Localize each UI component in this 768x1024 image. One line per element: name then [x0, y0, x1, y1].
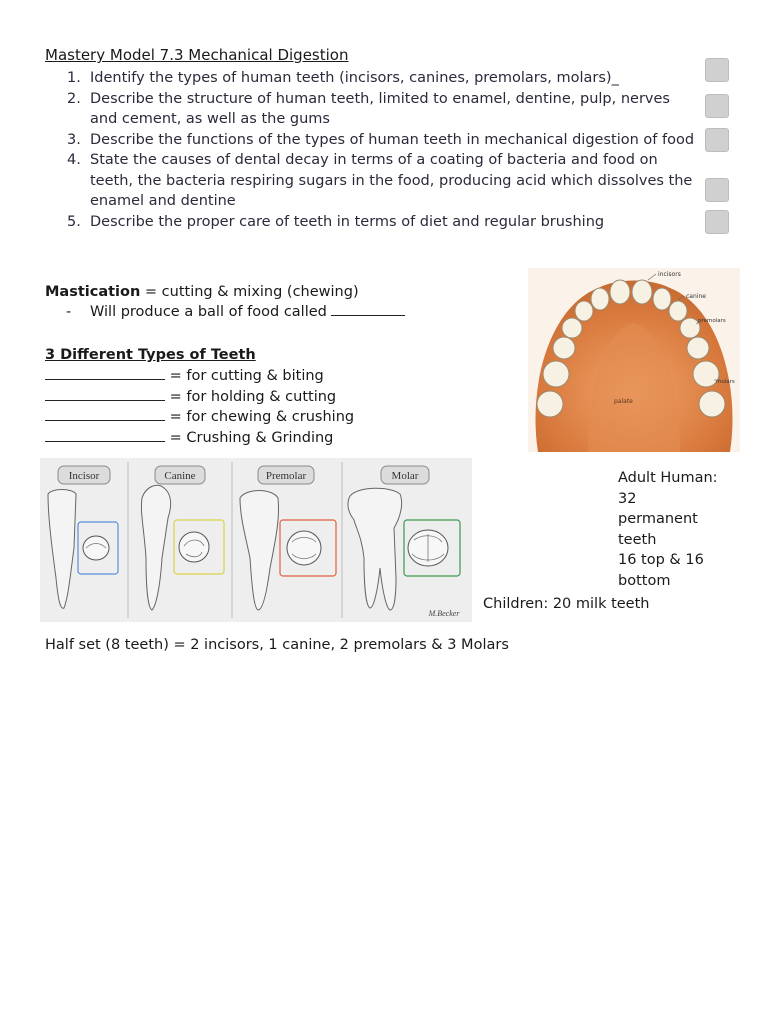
objective-item: 3. Describe the functions of the types of human teeth in mechanical digestion of food	[67, 131, 695, 148]
type-line: = Crushing & Grinding	[45, 428, 333, 449]
adult-teeth-note: Adult Human: 32 permanent teeth 16 top & 16 bottom	[618, 470, 718, 589]
objective-text: Describe the proper care of teeth in terms of diet and regular brushing	[90, 213, 605, 230]
fill-in-blank[interactable]	[45, 366, 165, 380]
tooth-types-panel	[40, 458, 472, 622]
objective-checkbox-1[interactable]	[705, 58, 729, 82]
jaw-label-palate: palate	[614, 398, 633, 405]
illustrator-signature: M.Becker	[428, 609, 460, 618]
half-set-note: Half set (8 teeth) = 2 incisors, 1 canine, 2 premolars & 3 Molars	[45, 637, 509, 653]
objective-text: Describe the functions of the types of human teeth in mechanical digestion of food	[90, 131, 695, 148]
tooth-types-illustration	[40, 458, 472, 622]
label-incisor: Incisor	[68, 470, 100, 482]
objective-checkbox-4[interactable]	[705, 178, 729, 202]
mastication-definition: = cutting & mixing (chewing)	[140, 284, 359, 300]
objective-checkbox-5[interactable]	[705, 210, 729, 234]
jaw-label-incisors: incisors	[658, 271, 681, 278]
objective-checkbox-3[interactable]	[705, 128, 729, 152]
upper-jaw-illustration	[528, 268, 740, 452]
label-premolar: Premolar	[265, 470, 307, 482]
objective-checkbox-2[interactable]	[705, 94, 729, 118]
premolar-crown	[287, 531, 321, 565]
fill-in-blank[interactable]	[45, 428, 165, 442]
objective-item: 1. Identify the types of human teeth (incisors, canines, premolars, molars)_	[67, 70, 619, 86]
fill-in-blank[interactable]	[45, 407, 165, 421]
fill-in-blank[interactable]	[331, 302, 405, 316]
objective-text: Identify the types of human teeth (incisors, canines, premolars, molars)_	[90, 70, 619, 86]
objective-item: 5. Describe the proper care of teeth in terms of diet and regular brushing	[67, 213, 605, 230]
type-line: = for chewing & crushing	[45, 407, 354, 428]
type-line: = for cutting & biting	[45, 366, 324, 387]
canine-crown	[179, 532, 209, 562]
objectives-list	[45, 68, 695, 232]
mastication-line	[45, 282, 359, 303]
fill-in-blank[interactable]	[45, 387, 165, 401]
jaw-label-canine: canine	[686, 293, 706, 300]
children-teeth-note: Children: 20 milk teeth	[483, 596, 650, 612]
types-heading: 3 Different Types of Teeth	[45, 347, 256, 363]
mastication-term: Mastication	[45, 284, 141, 300]
objective-text: Describe the structure of human teeth, limited to enamel, dentine, pulp, nerves and cement, as well as the gums	[90, 90, 670, 127]
type-line: = for holding & cutting	[45, 387, 336, 408]
label-molar: Molar	[391, 470, 419, 482]
incisor-crown	[83, 536, 109, 560]
label-canine: Canine	[164, 470, 196, 482]
mastication-note: - Will produce a ball of food called	[66, 302, 405, 323]
page-title: Mastery Model 7.3 Mechanical Digestion	[45, 46, 349, 64]
jaw-label-molars: molars	[716, 379, 735, 385]
jaw-label-premolars: premolars	[698, 318, 726, 324]
objective-text: State the causes of dental decay in terms of a coating of bacteria and food on teeth, the bacteria respiring sugars in the food, producing acid which dissolves the enamel and dentine	[90, 152, 693, 209]
objective-item: 2. Describe the structure of human teeth, limited to enamel, dentine, pulp, nerves and cement, as well as the gums	[67, 90, 670, 127]
objective-item: 4. State the causes of dental decay in terms of a coating of bacteria and food on teeth, the bacteria respiring sugars in the food, producing acid which dissolves the enamel and dentine	[67, 152, 693, 209]
